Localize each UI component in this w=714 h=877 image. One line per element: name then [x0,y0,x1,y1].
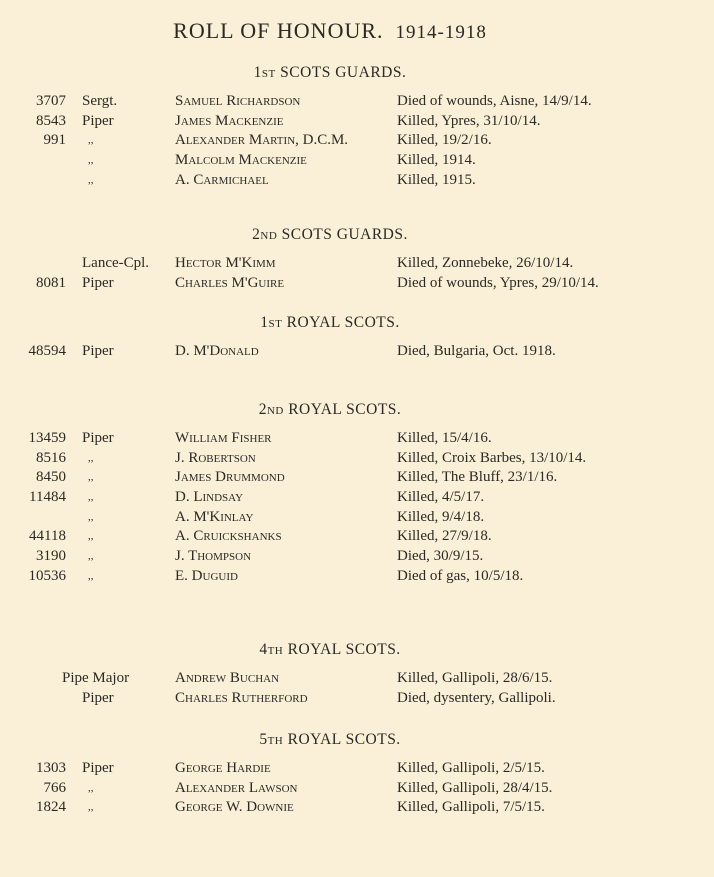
rank: ,, [88,510,94,523]
casualty-row [0,171,714,191]
soldier-name: Alexander Lawson [175,779,298,796]
casualty-row [0,488,714,508]
soldier-name: Samuel Richardson [175,93,301,109]
casualty-row [0,547,714,567]
soldier-name: George W. Downie [175,799,294,816]
fate: Died of gas, 10/5/18. [397,567,524,584]
fate: Killed, Croix Barbes, 13/10/14. [397,449,587,466]
casualty-row [0,274,714,294]
rank: Piper [82,760,114,776]
fate: Killed, 15/4/16. [397,430,492,446]
rank: ,, [88,173,94,186]
title-text: ROLL OF HONOUR. [173,18,384,43]
soldier-name: George Hardie [175,760,271,776]
casualty-row [0,468,714,488]
service-number: 3707 [36,93,66,109]
rank: Piper [82,430,114,446]
regiment-section [0,63,714,190]
casualty-row [0,254,714,274]
fate: Killed, Gallipoli, 7/5/15. [397,799,545,816]
fate: Killed, 27/9/18. [397,528,492,545]
regiment-heading: 1st SCOTS GUARDS. [253,64,407,81]
service-number: 8516 [36,449,66,466]
rank: ,, [88,451,94,464]
soldier-name: D. M'Donald [175,343,259,359]
soldier-name: J. Thompson [175,548,252,565]
rank: ,, [88,801,94,814]
regiment-section [0,400,714,587]
regiment-heading: 2nd ROYAL SCOTS. [258,401,402,418]
regiment-section [0,730,714,818]
soldier-name: Hector M'Kimm [175,255,276,271]
soldier-name: Andrew Buchan [175,670,280,686]
service-number: 1303 [36,760,66,776]
fate: Killed, 1914. [397,152,476,169]
fate: Died, 30/9/15. [397,548,484,565]
soldier-name: James Mackenzie [175,112,284,129]
service-number: 10536 [28,567,66,584]
rank: ,, [88,781,94,794]
rank: ,, [88,134,94,147]
service-number: 8450 [36,469,66,486]
soldier-name: Charles Rutherford [175,689,308,706]
casualty-row [0,527,714,547]
service-number: 44118 [29,528,66,545]
fate: Killed, Gallipoli, 2/5/15. [397,760,545,776]
fate: Killed, The Bluff, 23/1/16. [397,469,558,486]
casualty-row [0,131,714,151]
soldier-name: Charles M'Guire [175,274,285,291]
casualty-row [0,798,714,818]
fate: Died, dysentery, Gallipoli. [397,689,556,706]
rank: Sergt. [82,93,118,109]
rank: ,, [88,550,94,563]
page-title [0,18,660,44]
rank: Piper [82,689,114,706]
service-number: 48594 [28,343,66,359]
service-number: 991 [43,132,66,149]
regiment-section [0,640,714,708]
rank: ,, [88,154,94,167]
fate: Died of wounds, Aisne, 14/9/14. [397,93,592,109]
title-years: 1914-1918 [395,22,487,43]
casualty-row [0,689,714,709]
casualty-row [0,449,714,469]
casualty-row [0,151,714,171]
service-number: 1824 [36,799,66,816]
rank: ,, [88,491,94,504]
fate: Killed, Gallipoli, 28/6/15. [397,670,553,686]
soldier-name: James Drummond [175,469,285,486]
fate: Died, Bulgaria, Oct. 1918. [397,343,556,359]
regiment-section [0,313,714,362]
fate: Killed, 4/5/17. [397,489,485,506]
service-number: 11484 [29,489,66,506]
casualty-row [0,567,714,587]
soldier-name: William Fisher [175,430,272,446]
soldier-name: Alexander Martin, D.C.M. [175,132,349,149]
casualty-row [0,112,714,132]
rank: Lance-Cpl. [82,255,150,271]
fate: Killed, 1915. [397,171,476,188]
service-number: 13459 [28,430,66,446]
casualty-row [0,779,714,799]
casualty-row [0,92,714,112]
regiment-section [0,225,714,293]
rank: Piper [82,274,114,291]
regiment-heading: 5th ROYAL SCOTS. [259,731,401,748]
service-number: 766 [43,779,66,796]
soldier-name: A. M'Kinlay [175,508,254,525]
fate: Killed, 9/4/18. [397,508,485,525]
service-number: 3190 [36,548,66,565]
rank: Piper [82,343,114,359]
rank: Piper [82,112,114,129]
service-number: 8081 [36,274,66,291]
casualty-row [0,429,714,449]
fate: Killed, Ypres, 31/10/14. [397,112,541,129]
fate: Died of wounds, Ypres, 29/10/14. [397,274,599,291]
rank: ,, [88,569,94,582]
casualty-row [0,508,714,528]
soldier-name: D. Lindsay [175,489,244,506]
casualty-row [0,342,714,362]
soldier-name: A. Carmichael [175,171,269,188]
fate: Killed, 19/2/16. [397,132,492,149]
soldier-name: Malcolm Mackenzie [175,152,307,169]
soldier-name: A. Cruickshanks [175,528,282,545]
fate: Killed, Zonnebeke, 26/10/14. [397,255,574,271]
regiment-heading: 1st ROYAL SCOTS. [260,314,400,331]
rank: ,, [88,471,94,484]
regiment-heading: 2nd SCOTS GUARDS. [252,226,408,243]
soldier-name: J. Robertson [175,449,256,466]
rank: Pipe Major [62,670,130,686]
casualty-row [0,669,714,689]
fate: Killed, Gallipoli, 28/4/15. [397,779,553,796]
casualty-row [0,759,714,779]
service-number: 8543 [36,112,66,129]
soldier-name: E. Duguid [175,567,238,584]
regiment-heading: 4th ROYAL SCOTS. [259,641,401,658]
rank: ,, [88,530,94,543]
